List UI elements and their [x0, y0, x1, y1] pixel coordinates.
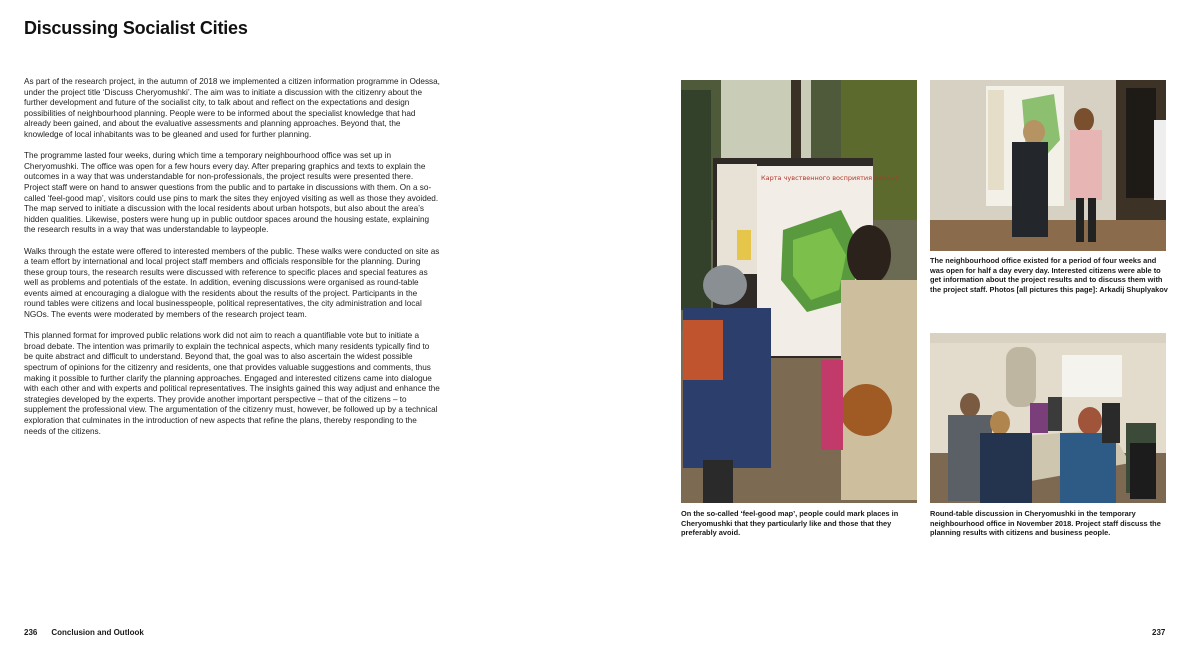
- page-number-right: 237: [1152, 628, 1166, 637]
- paragraph: Walks through the estate were offered to interested members of the public. These walks were conducted on site as a team effort by international and local project staff members and officials responsible for the planning. During these group tours, the research results were discussed with reference to specific places and special features as well as problems and potentials of the estate. In addition, evening discussions were organised as round-table events aimed at encouraging a dialogue with the residents about the results of the project. Participants in the round tables were citizens and local businesspeople, political representatives, the city administration and local NGOs. The events were moderated by members of the research project team.: [24, 246, 440, 320]
- round-table-photo: [930, 333, 1166, 503]
- paragraph: The programme lasted four weeks, during which time a temporary neighbourhood office was set up in Cheryomushki. The office was open for a few hours every day. After preparing graphics and texts to explain the outcomes in a way that was understandable for non-professionals, the project results were presented there. Project staff were on hand to answer questions from the public and to partake in discussions with them. On a so-called ‘feel-good map’, visitors could use pins to mark the sites they enjoyed visiting as well as those they avoided. The map served to initiate a discussion with the local residents about urban hotspots, but also about the area’s hidden qualities. Likewise, posters were hung up in public outdoor spaces around the housing estate, explaining the research results in a way that was understandable to laypeople.: [24, 151, 439, 235]
- section-name: Conclusion and Outlook: [51, 628, 144, 637]
- caption-round-table: Round-table discussion in Cheryomushki in the temporary neighbourhood office in November 2018. Project staff discuss the planning results with citizens and business people.: [930, 509, 1161, 538]
- neighbourhood-office-photo: [930, 80, 1166, 251]
- page-number-left: 236: [24, 628, 38, 637]
- page-title: Discussing Socialist Cities: [24, 18, 248, 38]
- feel-good-map-photo: [681, 80, 917, 503]
- paragraph: This planned format for improved public relations work did not aim to reach a quantifiable vote but to initiate a broad debate. The intention was primarily to explain the technical aspects, which many residents typically find to be quite abstract and difficult to understand. Beyond that, the goal was to also ascertain the widest possible spectrum of opinions for the citizenry and residents, one that provides valuable suggestions and comments, thus making it possible to further clarify the planning approaches. Engaged and interested citizens came into dialogue with each other and with experts and political representatives. The insights gained this way adjust and enhance the strategies developed by the experts. They provide another important perspective – that of the citizens – to supplement the professional view. The argumentation of the citizenry must, however, be followed up by a technical exploration that culminates in the introduction of new aspects that refine the plans, thereby responding to the needs of the citizens.: [24, 331, 440, 436]
- caption-neighbourhood-office: The neighbourhood office existed for a period of four weeks and was open for half a day every day. Interested citizens were able to get information about the project results and to discuss them with the project staff. Photos [all pictures this page]: Arkadij Shuplyakov: [930, 256, 1168, 294]
- left-footer: [24, 628, 144, 637]
- paragraph: As part of the research project, in the autumn of 2018 we implemented a citizen information programme in Odessa, under the project title ‘Discuss Cheryomushki’. The aim was to initiate a discussion with the citizenry about the further development and future of the socialist city, to talk about and reflect on the expectations and design possibilities of neighbourhood planning. People were to be informed about the specialist knowledge that had already been gained, and about the evaluative assessments and planning approaches. Beyond that, the knowledge of local inhabitants was to be gleaned and used for further planning.: [24, 77, 440, 139]
- body-text: [24, 77, 440, 448]
- map-poster-heading: Карта чувственного восприятия района: [761, 174, 899, 182]
- caption-feel-good-map: On the so-called ‘feel-good map’, people could mark places in Cheryomushki that they particularly like and those that they preferably avoid.: [681, 509, 899, 538]
